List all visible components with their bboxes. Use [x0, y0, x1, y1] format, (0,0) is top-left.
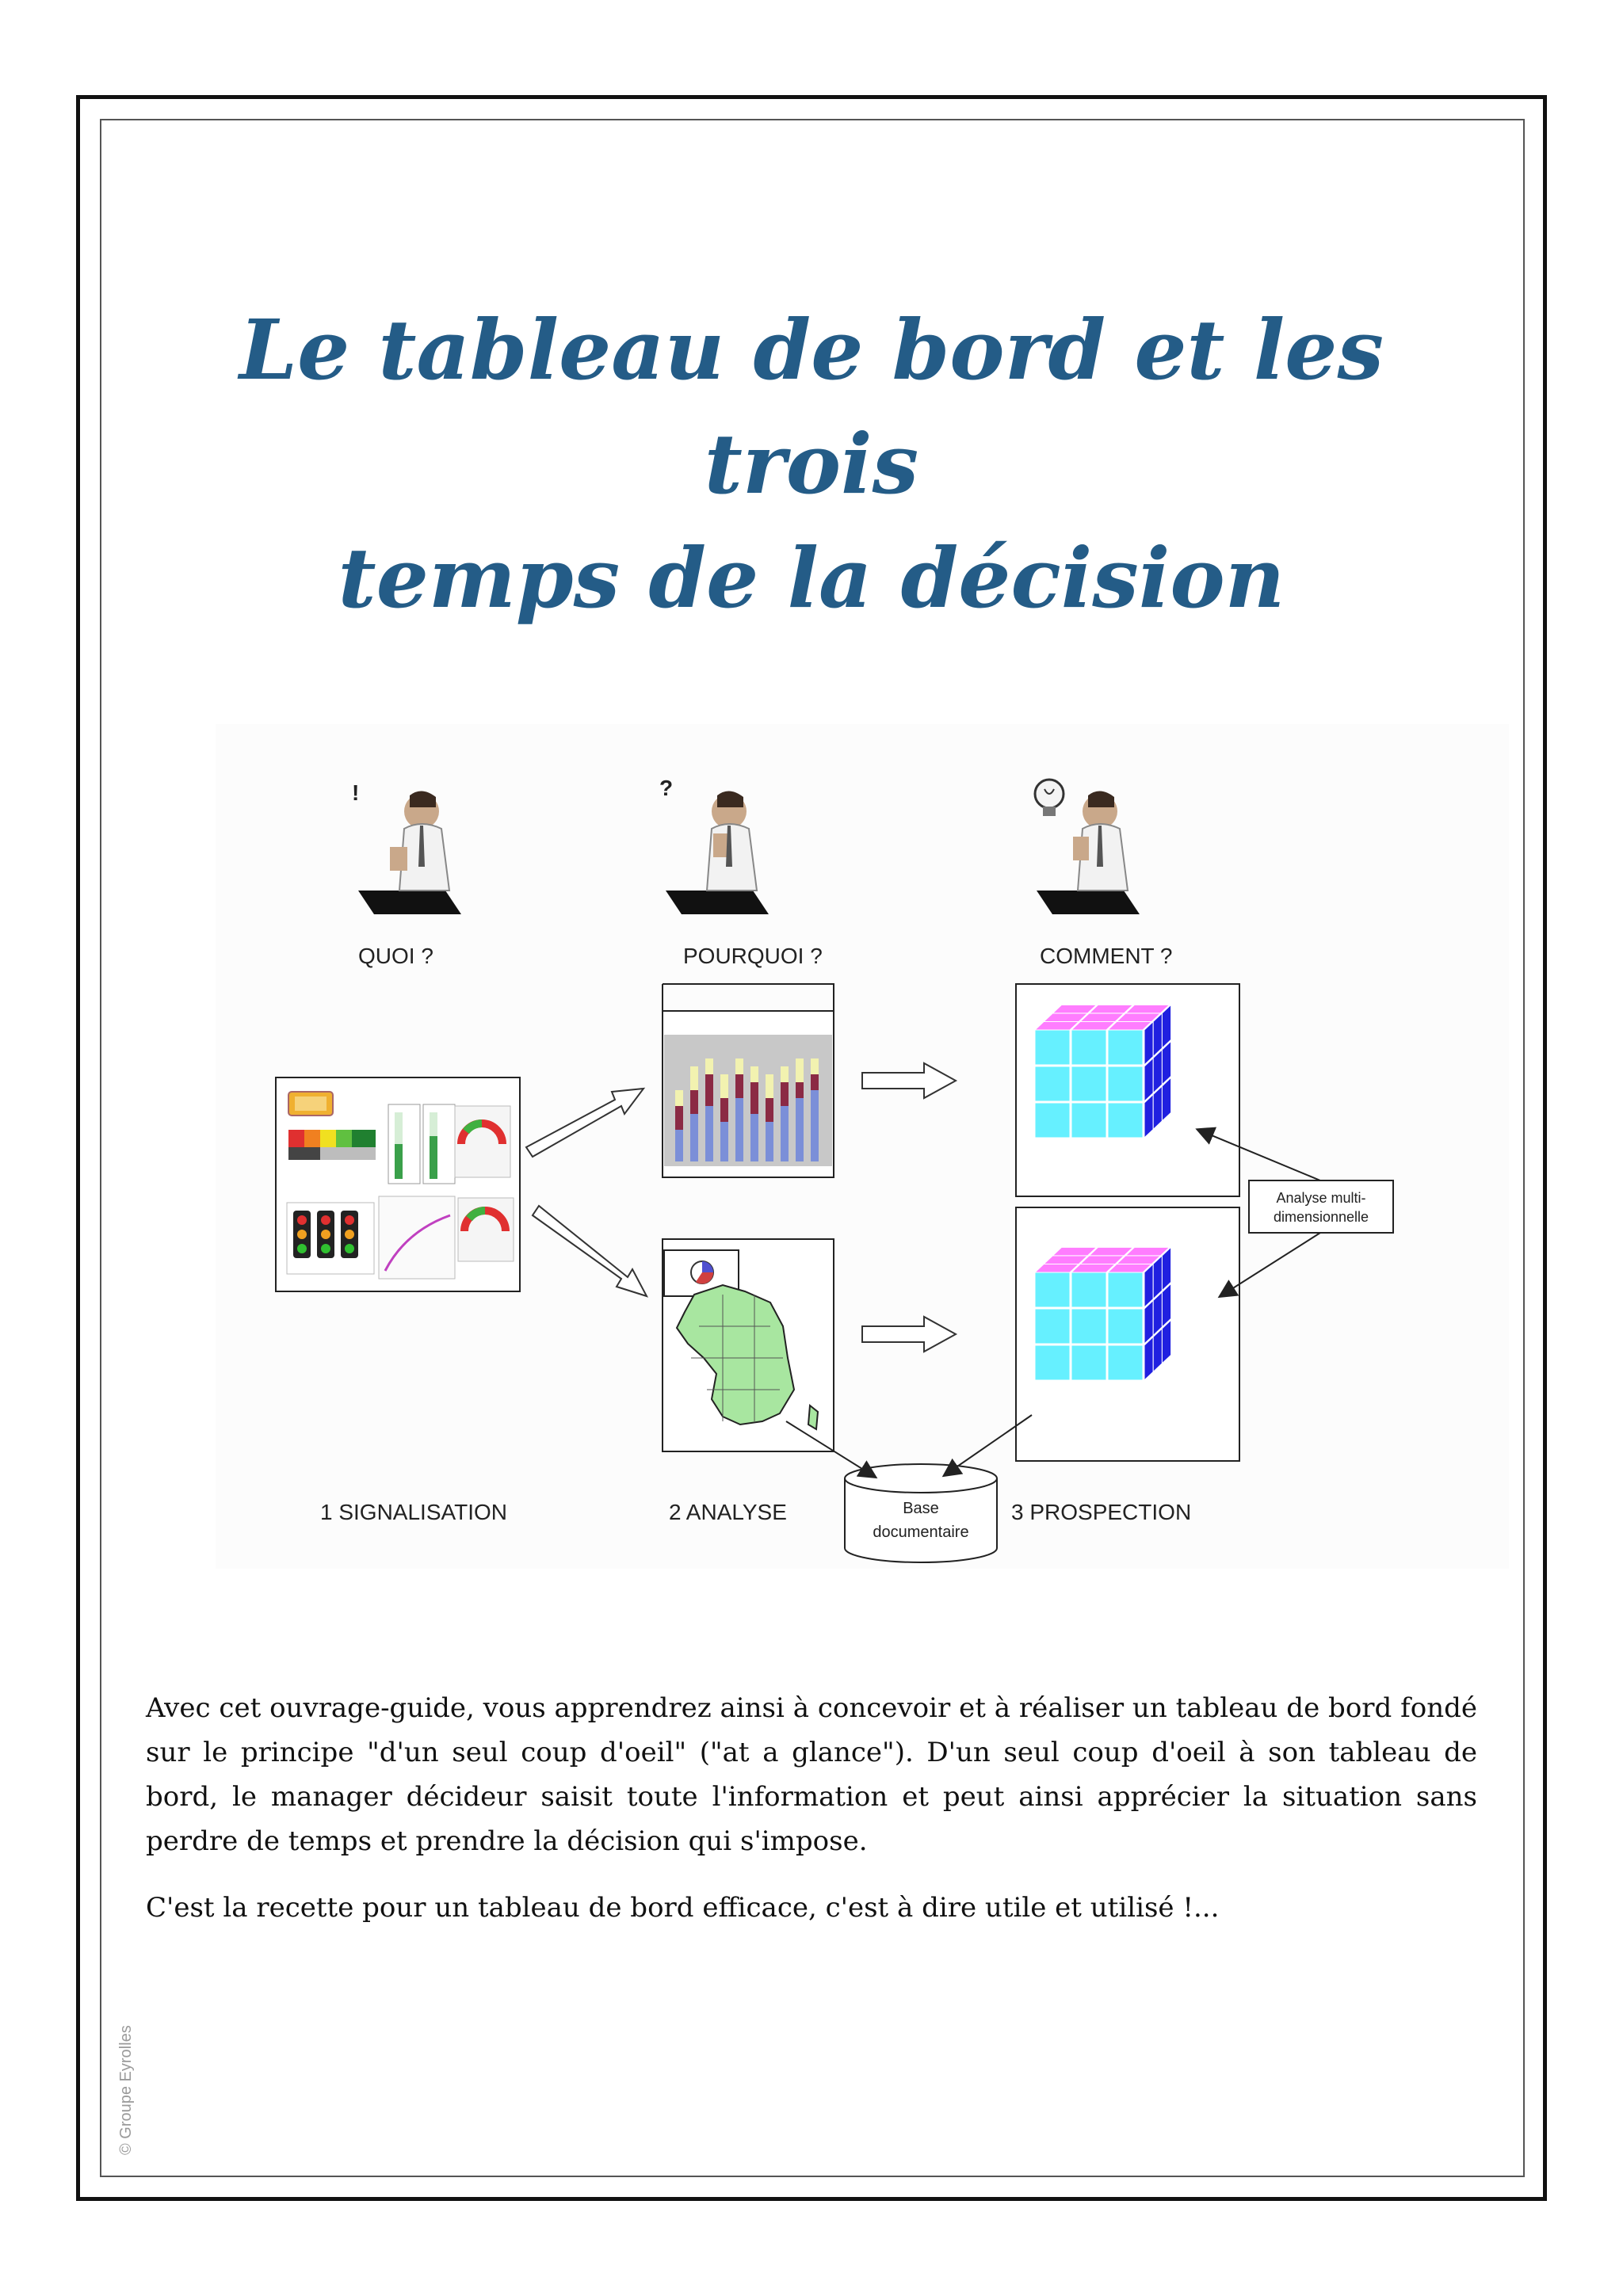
body-text [146, 1686, 1477, 1952]
stage-signalisation: 1 SIGNALISATION [320, 1500, 507, 1524]
bar-segment [796, 1082, 804, 1098]
cube-face-cell [1071, 1309, 1106, 1344]
title-line-1: Le tableau de bord et les trois [239, 301, 1384, 513]
bar-segment [690, 1066, 698, 1090]
cube-face-cell [1071, 1030, 1106, 1065]
cube-face-cell [1035, 1272, 1070, 1307]
bar-segment [720, 1098, 728, 1122]
cube-face-cell [1035, 1066, 1070, 1101]
cube-panel-top [1016, 984, 1239, 1196]
lightbulb-icon [1035, 780, 1064, 816]
cube-face-cell [1035, 1103, 1070, 1138]
cube-face-cell [1035, 1345, 1070, 1380]
bar-segment [750, 1066, 758, 1082]
bar-segment [781, 1082, 789, 1106]
cube-face-cell [1108, 1272, 1143, 1307]
bar-segment [796, 1058, 804, 1082]
title-line-2: temps de la décision [338, 529, 1285, 627]
cube-face-cell [1108, 1066, 1143, 1101]
stage-prospection: 3 PROSPECTION [1011, 1500, 1192, 1524]
bar-segment [735, 1098, 743, 1161]
cube-face-cell [1071, 1272, 1106, 1307]
bar-segment [811, 1058, 819, 1074]
cube-face-cell [1035, 1309, 1070, 1344]
exclamation-symbol: ! [352, 780, 360, 805]
bar-segment [796, 1098, 804, 1161]
bar-segment [735, 1074, 743, 1098]
bar-segment [750, 1114, 758, 1161]
manager-figure-3 [1035, 780, 1140, 914]
dashboard-panel [276, 1077, 520, 1291]
bar-segment [781, 1106, 789, 1161]
arrow-to-prospection-bottom [862, 1317, 956, 1352]
bar-segment [766, 1122, 773, 1161]
decision-diagram [216, 724, 1509, 1569]
cube-face-cell [1071, 1066, 1106, 1101]
bar-segment [675, 1106, 683, 1130]
cube-face-cell [1071, 1345, 1106, 1380]
database-line-2: documentaire [873, 1524, 969, 1541]
analysis-bar-chart-panel [663, 984, 834, 1177]
page-title [127, 293, 1496, 635]
arrow-to-analysis-chart [526, 1089, 643, 1157]
bar-segment [675, 1130, 683, 1161]
cube-face-cell [1035, 1030, 1070, 1065]
bar-segment [675, 1090, 683, 1106]
manager-figure-1 [352, 780, 461, 914]
analysis-map-panel [663, 1239, 834, 1451]
bar-segment [705, 1106, 713, 1161]
manager-figure-2 [659, 776, 769, 914]
cube-face-cell [1108, 1309, 1143, 1344]
cube-panel-bottom [1016, 1207, 1239, 1461]
question-symbol: ? [659, 776, 674, 800]
paragraph-1: Avec cet ouvrage-guide, vous apprendrez ainsi à concevoir et à réaliser un tableau de bord fondé sur le principe "d'un seul coup d'oeil" ("at a glance"). D'un seul coup d'oeil à son tableau de bord, le manager décideur saisit toute l'information et peut ainsi apprécier la situation sans perdre de temps et prendre la décision qui s'impose. [146, 1692, 1477, 1857]
bar-segment [766, 1074, 773, 1098]
bar-segment [811, 1090, 819, 1161]
question-quoi: QUOI ? [358, 944, 433, 968]
cube-face-cell [1071, 1103, 1106, 1138]
cube-face-cell [1108, 1030, 1143, 1065]
bar-segment [781, 1066, 789, 1082]
bar-segment [720, 1122, 728, 1161]
bar-segment [811, 1074, 819, 1090]
arrow-to-prospection-top [862, 1063, 956, 1098]
bar-segment [705, 1074, 713, 1106]
cube-face-cell [1108, 1103, 1143, 1138]
pie-icon [691, 1261, 713, 1284]
bar-segment [690, 1114, 698, 1161]
paragraph-2: C'est la recette pour un tableau de bord efficace, c'est à dire utile et utilisé !... [146, 1892, 1220, 1924]
callout-line-1: Analyse multi- [1276, 1190, 1366, 1206]
question-comment: COMMENT ? [1040, 944, 1173, 968]
callout-line-2: dimensionnelle [1273, 1209, 1369, 1225]
database-line-1: Base [903, 1500, 939, 1517]
copyright-notice: © Groupe Eyrolles [117, 2025, 135, 2155]
bar-segment [766, 1098, 773, 1122]
arrow-to-analysis-map [533, 1206, 647, 1296]
bar-segment [720, 1074, 728, 1098]
stage-analyse: 2 ANALYSE [669, 1500, 787, 1524]
bar-segment [705, 1058, 713, 1074]
question-pourquoi: POURQUOI ? [683, 944, 823, 968]
bar-segment [750, 1082, 758, 1114]
bar-segment [690, 1090, 698, 1114]
cube-face-cell [1108, 1345, 1143, 1380]
bar-segment [735, 1058, 743, 1074]
